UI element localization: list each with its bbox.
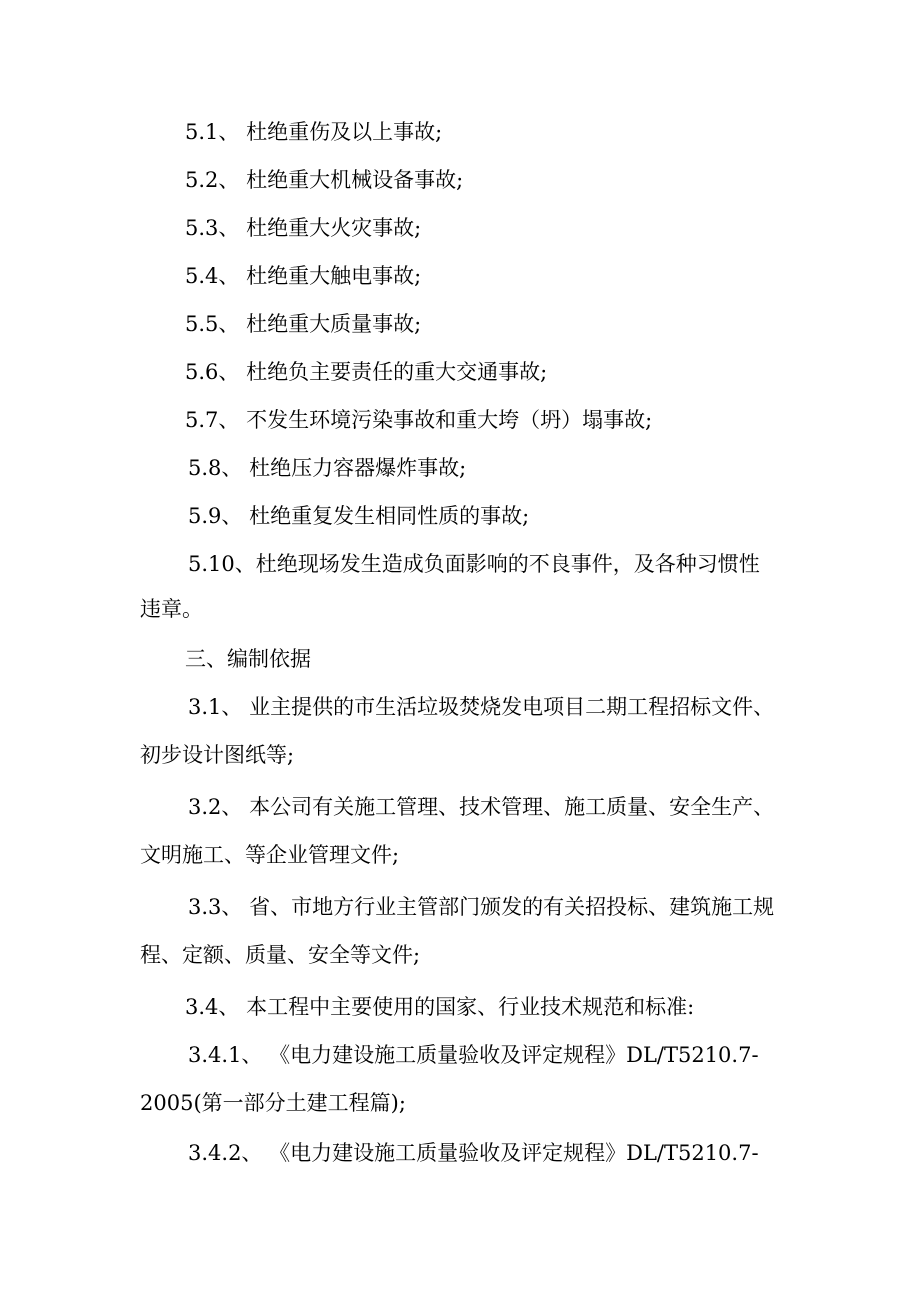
clause-5-6: 5.6、 杜绝负主要责任的重大交通事故; <box>185 360 548 384</box>
clause-3-4-1-continued: 2005(第一部分土建工程篇); <box>140 1091 406 1115</box>
section-heading-basis: 三、编制依据 <box>185 647 311 671</box>
clause-5-5: 5.5、 杜绝重大质量事故; <box>185 312 422 336</box>
clause-3-3-continued: 程、定额、质量、安全等文件; <box>140 943 421 967</box>
clause-5-7: 5.7、 不发生环境污染事故和重大垮（坍）塌事故; <box>185 408 653 432</box>
clause-3-1-continued: 初步设计图纸等; <box>140 743 295 767</box>
clause-5-2: 5.2、 杜绝重大机械设备事故; <box>185 168 464 192</box>
clause-3-3: 3.3、 省、市地方行业主管部门颁发的有关招投标、建筑施工规 <box>188 895 775 919</box>
clause-3-4-1: 3.4.1、 《电力建设施工质量验收及评定规程》DL/T5210.7- <box>188 1043 759 1067</box>
clause-3-2: 3.2、 本公司有关施工管理、技术管理、施工质量、安全生产、 <box>188 795 775 819</box>
clause-3-1: 3.1、 业主提供的市生活垃圾焚烧发电项目二期工程招标文件、 <box>188 695 775 719</box>
clause-5-4: 5.4、 杜绝重大触电事故; <box>185 264 422 288</box>
clause-5-1: 5.1、 杜绝重伤及以上事故; <box>185 120 443 144</box>
clause-3-4-2: 3.4.2、 《电力建设施工质量验收及评定规程》DL/T5210.7- <box>188 1141 759 1165</box>
clause-5-8: 5.8、 杜绝压力容器爆炸事故; <box>188 456 467 480</box>
clause-5-10-continued: 违章。 <box>140 597 203 621</box>
clause-5-9: 5.9、 杜绝重复发生相同性质的事故; <box>188 504 530 528</box>
clause-3-4: 3.4、 本工程中主要使用的国家、行业技术规范和标准: <box>185 995 695 1019</box>
clause-5-3: 5.3、 杜绝重大火灾事故; <box>185 216 422 240</box>
clause-3-2-continued: 文明施工、等企业管理文件; <box>140 843 400 867</box>
clause-5-10: 5.10、杜绝现场发生造成负面影响的不良事件，及各种习惯性 <box>188 552 760 576</box>
